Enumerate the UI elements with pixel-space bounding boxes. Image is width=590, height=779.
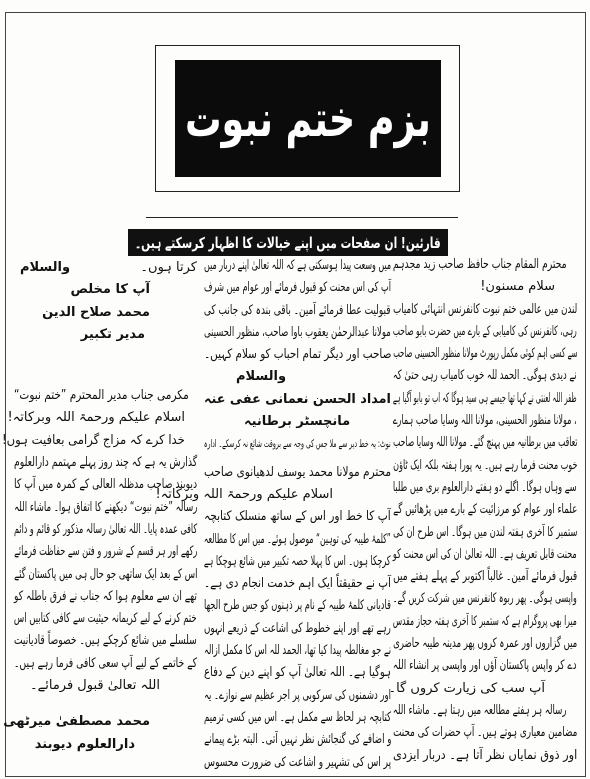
readers-banner: [128, 229, 448, 256]
signature-place: مانچسٹر برطانیہ: [244, 414, 351, 430]
text-line: نے دیدی ہوگی۔ الحمد للہ خوب کامیاب رہی حتیٰ کہ: [393, 368, 577, 384]
text-line: مضامین معیاری ہوتے ہیں۔ آپ حضرات کی محنت: [392, 725, 577, 741]
letter-salutation: مکرمی جناب مدیر المحترم ”ختم نبوت“: [14, 388, 189, 404]
sender-place: دارالعلوم دیوبند: [34, 736, 135, 752]
section-title: بزم ختم نبوت: [185, 89, 431, 148]
text-line: رسالہ ہر ہفتے مطالعہ میں رہتا ہے۔ ماشاء اللہ: [393, 702, 567, 718]
text-line: میں گزاروں اور عمرہ کروں پھر مدینہ طیبہ حاضری: [392, 636, 577, 652]
text-line: ختم کرنے کے لیے کریمانہ حیثیت سے کافی کتابیں اس: [14, 611, 197, 627]
text-line: میں وسعت پیدا ہوسکتی ہے کہ اللہ تعالیٰ اپنے دربار میں: [203, 258, 391, 273]
letter-salutation: محترم المقام جناب حافظ صاحب زید مجدہم: [393, 257, 567, 272]
text-line: آپ کی اس محنت کو قبول فرمائے اور عوام میں شرف: [203, 280, 391, 296]
letter-closing: والسلام: [20, 260, 71, 275]
text-line: گذارش یہ ہے کہ چند روز پہلے مہتمم دارالعلوم: [13, 455, 197, 471]
text-line: اللہ تعالیٰ قبول فرمائے۔: [30, 678, 160, 694]
text-line: کافی عمدہ پایا۔ اللہ تعالیٰ رسالہ مذکور کو قائم و دائم: [13, 521, 197, 537]
letter-greeting: اسلام علیکم ورحمۃ اللہ وبرکاتہ!: [155, 486, 333, 502]
text-line: آپ سب کی زیارت کروں گا۔: [388, 680, 545, 696]
signoff: آپ کا مخلص: [70, 282, 150, 298]
text-line: آپ کا خط اور اس کے ساتھ منسلک کتابچہ: [204, 509, 391, 525]
text-line: اس کے بعد ایک ساتھی جو حال ہی میں پاکستان گئے: [13, 566, 197, 582]
text-line: آپ نے حقیقتاً ایک اہم خدمت انجام دی ہے۔: [204, 576, 391, 592]
left-column: [2, 257, 197, 756]
letter-greeting: اسلام علیکم ورحمۃ اللہ وبرکاتہ!: [7, 410, 185, 426]
text-line: قبولیت عطا فرمائے آمین۔ باقی بندہ کی جانب کی: [204, 302, 391, 318]
text-line: سلسلے میں شائع کرچکے ہیں۔ خصوصاً قادیانیت: [14, 633, 197, 649]
text-line: خدا کرے کہ مزاج گرامی بعافیت ہوں!: [2, 432, 185, 448]
text-line: اور ذوق نمایاں نظر آتا ہے۔ دربار ایزدی: [392, 747, 577, 763]
text-line: و اضافے کی گنجائش نظر نہیں آتی۔ البتہ بڑے پیمانے: [203, 732, 391, 748]
text-line: لندن میں عالمی ختم نبوت کانفرنس انتہائی کامیاب: [392, 301, 577, 317]
text-line: اور دشمنوں کی سرکوبی پر اجر عظیم سے نوازے۔ یہ: [204, 687, 391, 703]
right-column: [388, 254, 577, 767]
divider: [146, 217, 458, 218]
text-line: صاحب اور دیگر تمام احباب کو سلام کہیں۔: [203, 347, 391, 363]
text-line: ہوگیا ہے۔ اللہ تعالیٰ آپ کو اپنے دین کے دفاع: [204, 665, 391, 681]
text-line: ظفر اللہ لعنتی نے کہا تھا جیسے ہی سید ہوگا کہ اب تو بابو آگیا ہے: [393, 390, 577, 406]
text-line: رہے تھے اور اپنے خطوط کی اشاعت کے ذریعے انہوں: [204, 620, 391, 636]
letter-closing-line: [14, 257, 197, 279]
text-line: ”کلمۂ طیبہ کی توہین“ موصول ہوئے۔ میں اس کا مطالعہ: [204, 531, 391, 547]
signature-name: محمد صلاح الدین: [42, 304, 150, 320]
text-line: قبول فرمائے آمین۔ غالباً اکتوبر کے پہلے ہفتے میں: [392, 569, 577, 585]
sender-name: محمد مصطفیٰ میرٹھی: [3, 714, 150, 730]
letter-greeting: سلام مسنون!: [480, 279, 555, 295]
text-line: مولانا عبدالرحمٰن یعقوب باوا صاحب، منظور الحسینی: [204, 324, 391, 340]
signature-title: مدیر تکبیر: [80, 326, 145, 342]
text-line: کرچکا ہوں۔ اس کا پہلا حصہ تکبیر میں شائع ہوچکا ہے: [204, 553, 391, 569]
text-line: دیوبند صاحب مدظلہ العالی کے کمرہ میں آپ کا: [13, 477, 197, 493]
text-line: دے کر واپس پاکستان آؤں اور واپسی پر انشاء اللہ: [393, 658, 577, 674]
letter-salutation: محترم مولانا محمد یوسف لدھیانوی صاحب: [203, 464, 391, 480]
text-line: رکھے اور ہر قسم کے شرور و فتن سے حفاظت فرمائے: [13, 544, 197, 560]
text-line: نے جو مغالطہ پیدا کیا تھا، الحمد للہ اس کا مکمل ازالہ: [203, 643, 391, 659]
text-line: تھے ان سے معلوم ہوا کہ جناب نے فرق باطلہ کو: [14, 588, 197, 604]
text-line: پر اس کی تشہیر و اشاعت کی ضرورت محسوس: [203, 754, 391, 770]
text-line: ، مولانا منظور الحسینی، مولانا اللہ وسایا صاحب ہمارے: [393, 413, 577, 429]
text-line: کتابچہ ہر لحاظ سے مکمل ہے۔ اس میں کسی ترمیم: [203, 709, 391, 725]
text-line: تعاقب میں برطانیہ میں پہنچ گئے۔ مولانا اللہ وسایا صاحب: [392, 435, 577, 451]
text-line: رسالہ ”ختم نبوت“ دیکھنے کا اتفاق ہوا۔ ماشاء اللہ: [13, 499, 197, 515]
section-header: [175, 60, 441, 177]
text-line: رہی، کانفرنس کی کامیابی کے بارے میں حضرت بابو صاحب: [393, 323, 577, 339]
text-line: کرتا ہوں۔: [140, 260, 197, 275]
signature-name: امداد الحسن نعمانی عفی عنہ: [204, 391, 391, 407]
banner-text: قارئین! ان صفحات میں اپنے خیالات کا اظہار کرسکتے ہیں۔: [135, 233, 441, 252]
letter-closing: والسلام: [236, 369, 287, 385]
text-line: ستمبر کا آخری ہفتہ لندن میں ہوگا۔ اس طرح ان کی: [392, 524, 577, 540]
text-line: خوب محنت فرما رہے ہیں۔ یہ پورا ہفتہ بلکہ ایک ٹاؤن: [392, 457, 577, 473]
text-line: سے وہاں ہوگا۔ اگلے دو ہفتے دارالعلوم بری میں طلبا: [393, 479, 577, 495]
text-line: سے کسی اہم کوئی مکمل رپورٹ مولانا منظور الحسینی صاحب: [392, 346, 577, 362]
editor-note: نوٹ: یہ خط دیر سے ملا جس کی وجہ سے بروقت شائع نہ کرسکے۔ ادارہ: [204, 438, 391, 451]
text-line: واپسی ہوگی۔ پھر ربوہ کانفرنس میں شرکت کریں گے۔: [393, 591, 577, 607]
text-line: محنت قابل تعریف ہے۔ اللہ تعالیٰ ان کی اس محنت کو: [393, 546, 577, 562]
text-line: کے خاتمے کے لیے آپ سعی کافی فرما رہے ہیں۔: [14, 655, 197, 671]
text-line: قادیانی کلمۂ طیبہ کے نام پر ذہنوں کو جس طرح الجھا: [204, 598, 391, 614]
text-line: میرا بھی پروگرام ہے کہ ستمبر کا آخری ہفتہ حجاز مقدس: [393, 613, 577, 629]
text-line: علماء اور عوام کو مرزائیت کے بارے میں پڑھائیں گے: [392, 502, 577, 518]
